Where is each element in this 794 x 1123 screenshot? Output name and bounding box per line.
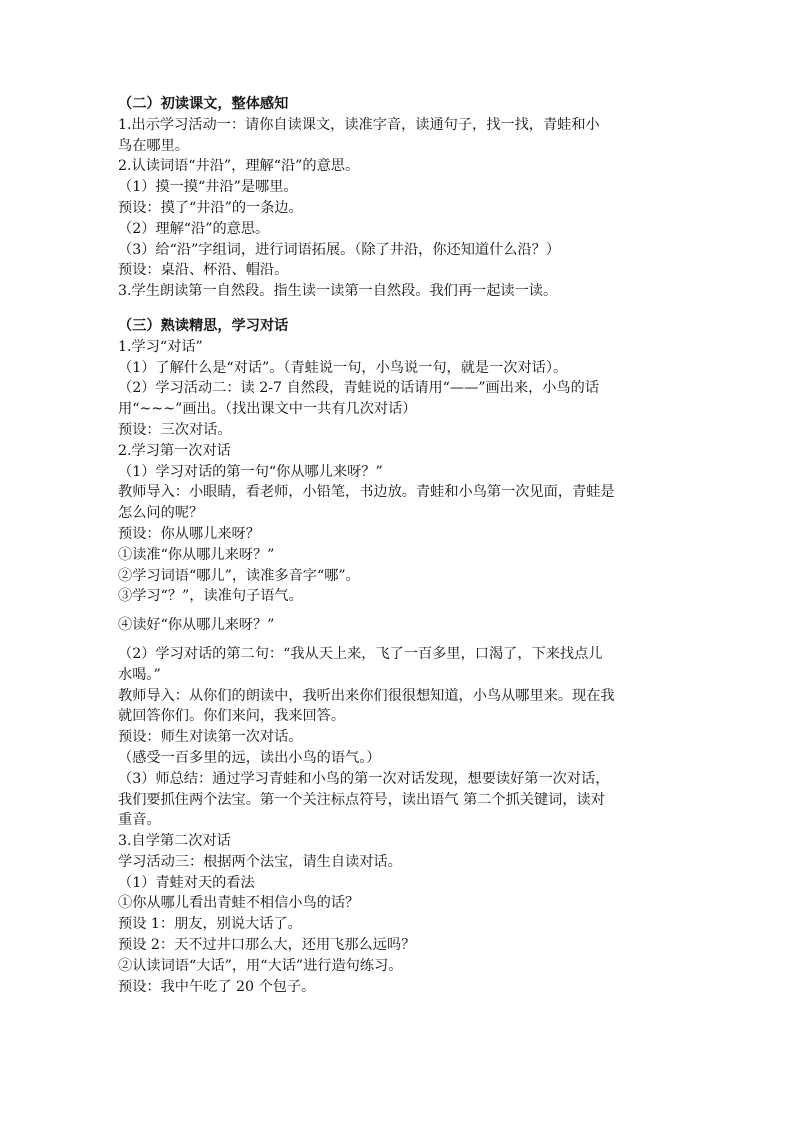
text-line: 预设：师生对读第一次对话。 bbox=[118, 729, 303, 746]
text-line: （感受一百多里的远，读出小鸟的语气。） bbox=[118, 749, 381, 766]
text-line: （2）学习活动二：读 2-7 自然段，青蛙说的话请用“——”画出来，小鸟的话 bbox=[118, 380, 600, 397]
text-line: 1.出示学习活动一：请你自读课文，读准字音，读通句子，找一找，青蛙和小 bbox=[118, 116, 600, 133]
section-heading-2: （二）初读课文，整体感知 bbox=[118, 96, 289, 112]
text-line: （2）理解“沿”的意思。 bbox=[118, 220, 270, 237]
text-line: ②学习词语“哪儿”，读准多音字“哪”。 bbox=[118, 567, 360, 584]
text-line: 3.自学第二次对话 bbox=[118, 833, 231, 850]
text-line: ②认读词语“大话”，用“大话”进行造句练习。 bbox=[118, 957, 403, 974]
text-line: 学习活动三：根据两个法宝，请生自读对话。 bbox=[118, 853, 402, 870]
text-line: （1）青蛙对天的看法 bbox=[118, 874, 255, 891]
text-line: 2.学习第一次对话 bbox=[118, 442, 231, 459]
spacer bbox=[118, 607, 678, 615]
text-line: （1）摸一摸“井沿”是哪里。 bbox=[118, 179, 298, 196]
text-line: 重音。 bbox=[118, 812, 161, 829]
text-line: 教师导入：从你们的朗读中，我听出来你们很很想知道，小鸟从哪里来。现在我 bbox=[118, 687, 615, 704]
text-line: 预设：桌沿、杯沿、帽沿。 bbox=[118, 262, 289, 279]
text-line: （2）学习对话的第二句：“我从天上来，飞了一百多里，口渴了，下来找点儿 bbox=[118, 645, 603, 662]
text-line: 预设：三次对话。 bbox=[118, 421, 232, 438]
text-line: 用“~~~”画出。（找出课文中一共有几次对话） bbox=[118, 401, 417, 418]
text-line: 水喝。” bbox=[118, 666, 161, 683]
text-line: ④读好“你从哪儿来呀？” bbox=[118, 617, 275, 634]
section-heading-3: （三）熟读精思，学习对话 bbox=[118, 317, 289, 334]
text-line: 鸟在哪里。 bbox=[118, 137, 189, 154]
text-line: （1）学习对话的第一句“你从哪儿来呀？” bbox=[118, 463, 383, 480]
text-line: 怎么问的呢？ bbox=[118, 505, 204, 522]
text-line: 预设：我中午吃了 20 个包子。 bbox=[118, 978, 316, 995]
spacer bbox=[118, 636, 678, 644]
text-line: 教师导入：小眼睛，看老师，小铅笔，书边放。青蛙和小鸟第一次见面，青蛙是 bbox=[118, 484, 615, 501]
text-line: 3.学生朗读第一自然段。指生读一读第一自然段。我们再一起读一读。 bbox=[118, 283, 558, 300]
spacer bbox=[118, 302, 678, 316]
text-line: ①读准“你从哪儿来呀？” bbox=[118, 546, 275, 563]
text-line: 预设：你从哪儿来呀？ bbox=[118, 525, 260, 542]
text-line: （3）师总结：通过学习青蛙和小鸟的第一次对话发现，想要读好第一次对话， bbox=[118, 770, 610, 787]
text-line: ①你从哪儿看出青蛙不相信小鸟的话？ bbox=[118, 895, 360, 912]
text-line: 我们要抓住两个法宝。第一个关注标点符号，读出语气 第二个抓关键词，读对 bbox=[118, 791, 605, 808]
text-line: 预设 1：朋友，别说大话了。 bbox=[118, 916, 302, 933]
text-line: 就回答你们。你们来问，我来回答。 bbox=[118, 708, 346, 725]
text-line: 2.认读词语“井沿”，理解“沿”的意思。 bbox=[118, 158, 360, 175]
text-line: ③学习“？”，读准句子语气。 bbox=[118, 588, 303, 605]
document-page bbox=[118, 94, 678, 997]
text-line: （3）给“沿”字组词，进行词语拓展。（除了井沿，你还知道什么沿？） bbox=[118, 241, 561, 258]
text-line: 预设 2：天不过井口那么大，还用飞那么远吗？ bbox=[118, 937, 416, 954]
text-line: （1）了解什么是“对话”。（青蛙说一句，小鸟说一句，就是一次对话）。 bbox=[118, 359, 568, 376]
text-line: 预设：摸了“井沿”的一条边。 bbox=[118, 199, 303, 216]
text-line: 1.学习“对话” bbox=[118, 338, 203, 355]
